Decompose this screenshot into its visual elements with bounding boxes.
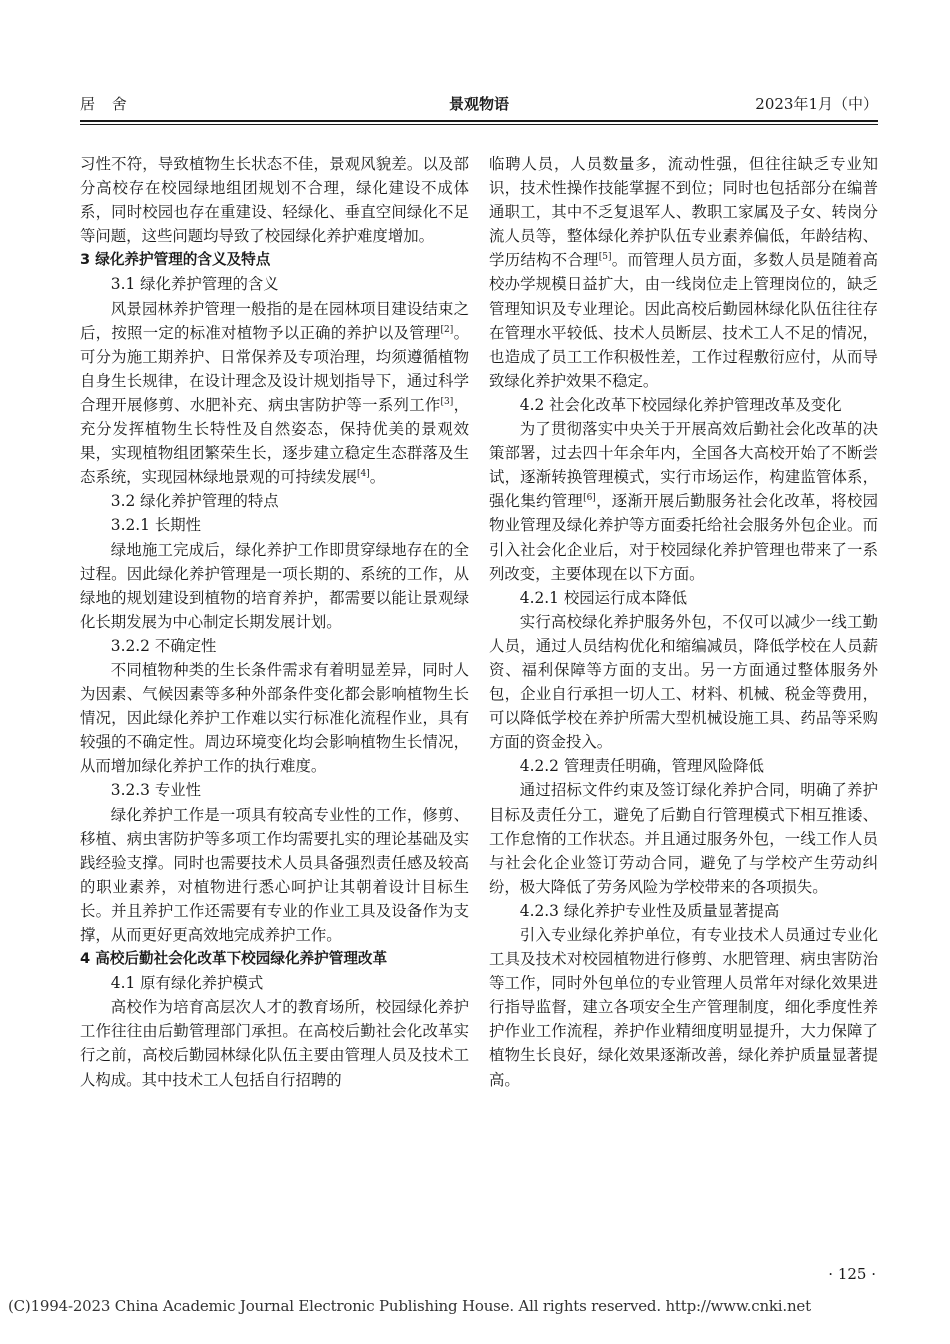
paragraph-4-2-3: 引入专业绿化养护单位，有专业技术人员通过专业化工具及技术对校园植物进行修剪、水肥管理、病虫害防治等工作，同时外包单位的专业管理人员常年对绿化效果进行指导监督，建立各项安全生产管理制度，细化季度性养护作业工作流程，养护作业精细度明显提升，大力保障了植物生长良好，绿化效果逐渐改善，绿化养护质量显著提高。 — [489, 926, 878, 1089]
citation-ref-5: [5] — [598, 252, 612, 263]
paragraph-4-1: 高校作为培育高层次人才的教育场所，校园绿化养护工作往往由后勤管理部门承担。在高校后勤社会化改革实行之前，高校后勤园林绿化队伍主要由管理人员及技术工人构成。其中技术工人包括自行招聘的 — [80, 998, 469, 1089]
section-3-1-heading: 3.1 绿化养护管理的含义 — [110, 275, 279, 294]
paragraph-3-2-3: 绿化养护工作是一项具有较高专业性的工作，修剪、移植、病虫害防护等多项工作均需要扎实的理论基础及实践经验支撑。同时也需要技术人员具备强烈责任感及较高的职业素养，对植物进行悉心呵护让其朝着设计目标生长。并且养护工作还需要有专业的作业工具及设备作为支撑，从而更好更高效地完成养护工作。 — [80, 805, 469, 944]
header-rule-thick — [80, 120, 878, 122]
text-run: 为了贯彻落实中央关于开展高效后勤社会化改革的决策部署，过去四十年余年内，全国各大高校开始了不断尝试，逐渐转换管理模式，实行市场运作，构建监管体系，强化集约管理 — [489, 420, 878, 511]
page-number: · 125 · — [828, 1265, 876, 1283]
section-4-2-heading: 4.2 社会化改革下校园绿化养护管理改革及变化 — [519, 395, 842, 414]
text-run: 。可分为施工期养护、日常保养及专项治理，均须遵循植物自身生长规律，在设计理念及设计规划指导下，通过科学合理开展修剪、水肥补充、病虫害防护等一系列工作 — [80, 323, 469, 414]
header-section: 景观物语 — [448, 95, 509, 113]
section-4-2-1-heading: 4.2.1 校园运行成本降低 — [519, 588, 687, 607]
left-column — [80, 152, 469, 1092]
citation-ref-4: [4] — [357, 469, 370, 480]
paragraph-3-2-1: 绿地施工完成后，绿化养护工作即贯穿绿地存在的全过程。因此绿化养护管理是一项长期的、系统的工作，从绿地的规划建设到植物的培育养护，都需要以能让景观绿化长期发展为中心制定长期发展计划。 — [80, 540, 469, 631]
citation-ref-2: [2] — [440, 324, 454, 335]
section-4-2-2-heading: 4.2.2 管理责任明确，管理风险降低 — [519, 757, 764, 776]
text-run: ，逐渐开展后勤服务社会化改革，将校园物业管理及绿化养护等方面委托给社会服务外包企业。而引入社会化企业后，对于校园绿化养护管理也带来了一系列改变，主要体现在以下方面。 — [489, 492, 878, 583]
header-issue-date: 2023年1月（中） — [755, 95, 878, 113]
section-3-2-1-heading: 3.2.1 长期性 — [110, 516, 202, 535]
paragraph-3-2-2: 不同植物种类的生长条件需求有着明显差异，同时人为因素、气候因素等多种外部条件变化都会影响植物生长情况，因此绿化养护工作难以实行标准化流程作业，具有较强的不确定性。周边环境变化均会影响植物生长情况，从而增加绿化养护工作的执行难度。 — [80, 660, 469, 776]
paragraph-4-2-2: 通过招标文件约束及签订绿化养护合同，明确了养护目标及责任分工，避免了后勤自行管理模式下相互推诿、工作怠惰的工作状态。并且通过服务外包，一线工作人员与社会化企业签订劳动合同，避免了与学校产生劳动纠纷，极大降低了劳务风险为学校带来的各项损失。 — [489, 781, 878, 896]
paragraph-4-2-1: 实行高校绿化养护服务外包，不仅可以减少一线工勤人员，通过人员结构优化和缩编减员，降低学校在人员薪资、福利保障等方面的支出。另一方面通过整体服务外包，企业自行承担一切人工、材料、机械、税金等费用，可以降低学校在养护所需大型机械设施工具、药品等采购方面的资金投入。 — [489, 612, 878, 752]
text-run: ，充分发挥植物生长特性及自然姿态，保持优美的景观效果，实现植物组团繁荣生长，逐步建立稳定生态群落及生态系统，实现园林绿地景观的可持续发展 — [80, 395, 469, 487]
paragraph-3-1 — [80, 297, 469, 490]
paragraph-continued — [489, 152, 878, 393]
text-run: 。而管理人员方面，多数人员是随着高校办学规模日益扩大，由一线岗位走上管理岗位的，缺乏管理知识及专业理论。因此高校后勤园林绿化队伍往往存在管理水平较低、技术人员断层、技术工人不足的情况，也造成了员工工作积极性差，工作过程敷衍应付，从而导致绿化养护效果不稳定。 — [489, 251, 878, 390]
paragraph-4-2 — [489, 417, 878, 586]
header-rule-thin — [80, 124, 878, 125]
citation-ref-3: [3] — [440, 396, 454, 407]
right-column — [489, 152, 878, 1092]
section-3-heading: 3 绿化养护管理的含义及特点 — [80, 251, 271, 269]
text-run: 临聘人员，人员数量多，流动性强，但往往缺乏专业知识，技术性操作技能掌握不到位；同时也包括部分在编普通职工，其中不乏复退军人、教职工家属及子女、转岗分流人员等，整体绿化养护队伍专业素养偏低，年龄结构、学历结构不合理 — [489, 155, 878, 270]
section-4-heading: 4 高校后勤社会化改革下校园绿化养护管理改革 — [80, 950, 388, 968]
running-header — [80, 92, 878, 116]
paragraph-continued: 习性不符，导致植物生长状态不佳，景观风貌差。以及部分高校存在校园绿地组团规划不合理，绿化建设不成体系，同时校园也存在重建设、轻绿化、垂直空间绿化不足等问题，这些问题均导致了校园绿化养护难度增加。 — [80, 155, 469, 246]
section-3-2-2-heading: 3.2.2 不确定性 — [110, 636, 217, 655]
section-3-2-heading: 3.2 绿化养护管理的特点 — [110, 492, 279, 511]
section-3-2-3-heading: 3.2.3 专业性 — [110, 781, 202, 800]
text-run: 。 — [369, 468, 386, 487]
citation-ref-6: [6] — [583, 493, 596, 504]
copyright-footer: (C)1994-2023 China Academic Journal Electronic Publishing House. All rights reserved. http://www.cnki.net — [8, 1297, 811, 1315]
section-4-1-heading: 4.1 原有绿化养护模式 — [110, 974, 264, 993]
text-run: 风景园林养护管理一般指的是在园林项目建设结束之后，按照一定的标准对植物予以正确的养护以及管理 — [80, 299, 469, 342]
header-publication: 居 舍 — [80, 95, 133, 113]
section-4-2-3-heading: 4.2.3 绿化养护专业性及质量显著提高 — [519, 901, 780, 920]
